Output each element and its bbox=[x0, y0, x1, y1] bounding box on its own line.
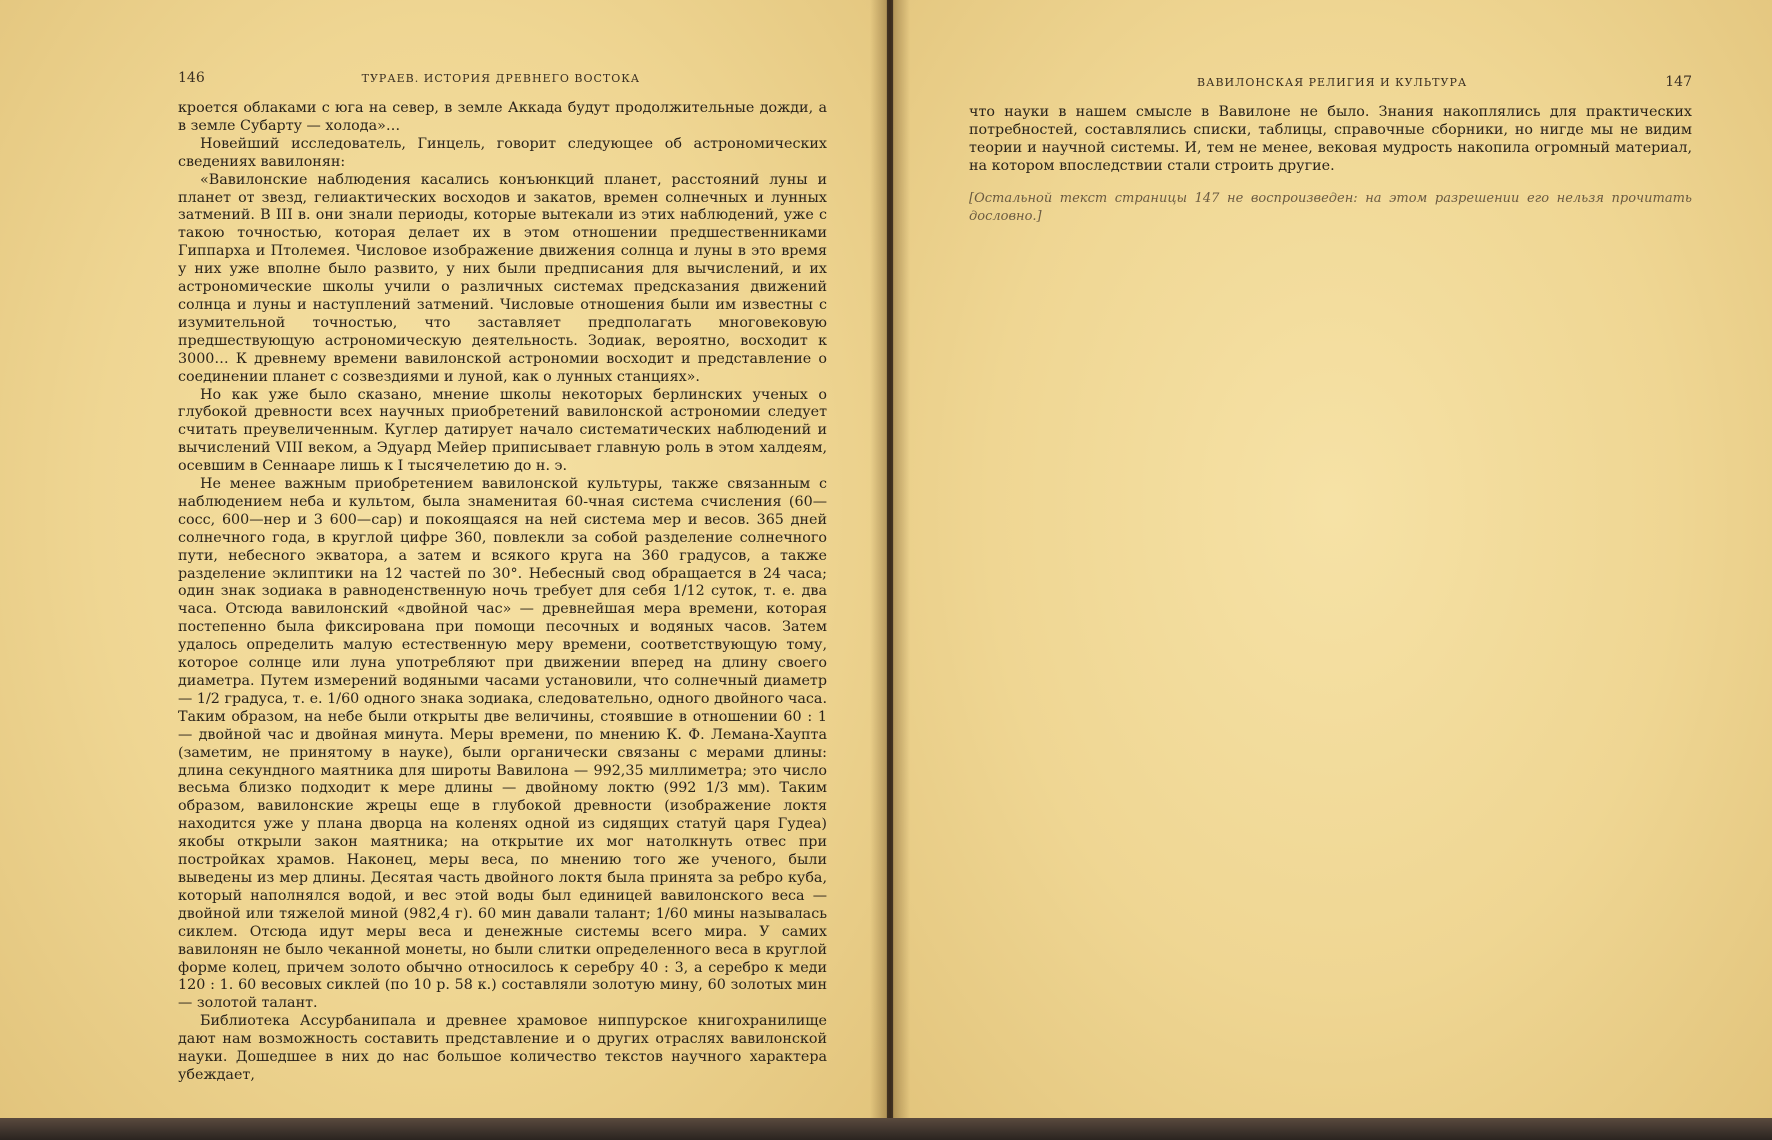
book-gutter bbox=[870, 0, 910, 1140]
paragraph: кроется облаками с юга на север, в земле Аккада будут продолжительные дожди, а в земле Субарту — холода»… bbox=[178, 100, 827, 134]
paragraph: «Вавилонские наблюдения касались конъюнкций планет, расстояний луны и планет от звезд, гелиактических восходов и закатов, времен солнечных и лунных затмений. В III в. они знали периоды, которые вытекали из этих наблюдений, уже с такою точностью, которая делает их в этом отношении предшественниками Гиппарха и Птолемея. Числовое изображение движения солнца и луны в это время у них уже вполне было развито, у них были предписания для вычислений, и их астрономические школы учили о различных системах предсказания движений солнца и луны и наступлений затмений. Числовые отношения были им известны с изумительной точностью, что заставляет предполагать многовековую предшествующую астрономическую деятельность. Зодиак, вероятно, восходит к 3000… К древнему времени вавилонской астрономии восходит и представление о соединении планет с созвездиями и луной, как о лунных станциях». bbox=[178, 171, 827, 385]
left-page bbox=[0, 0, 887, 1126]
left-page-header bbox=[178, 70, 827, 88]
paragraph: Новейший исследователь, Гинцель, говорит следующее об астрономических сведениях вавилонян: bbox=[178, 135, 827, 170]
paragraph: Библиотека Ассурбанипала и древнее храмовое ниппурское книгохранилище дают нам возможность составить представление и о других отраслях вавилонской науки. Дошедшее в них до нас большое количество текстов научного характера убеждает, bbox=[178, 1013, 827, 1083]
omitted-text-note: [Остальной текст страницы 147 не воспроизведен: на этом разрешении его нельзя прочитать дословно.] bbox=[969, 190, 1692, 224]
left-running-head: ТУРАЕВ. ИСТОРИЯ ДРЕВНЕГО ВОСТОКА bbox=[361, 72, 641, 85]
book-bottom-edge bbox=[0, 1118, 1772, 1140]
paragraph: Но как уже было сказано, мнение школы некоторых берлинских ученых о глубокой древности всех научных приобретений вавилонской астрономии следует считать преувеличенным. Куглер датирует начало систематических наблюдений и вычислений VIII веком, а Эдуард Мейер приписывает главную роль в этом халдеям, осевшим в Сеннааре лишь к I тысячелетию до н. э. bbox=[178, 386, 827, 475]
right-page bbox=[893, 0, 1772, 1126]
right-page-number: 147 bbox=[1665, 74, 1692, 90]
left-page-number: 146 bbox=[178, 70, 205, 86]
left-page-body bbox=[178, 100, 827, 1085]
paragraph: Не менее важным приобретением вавилонской культуры, также связанным с наблюдением неба и культом, была знаменитая 60-чная система счисления (60—сосс, 600—нер и 3 600—сар) и покоящаяся на ней система мер и весов. 365 дней солнечного года, в круглой цифре 360, повлекли за собой разделение солнечного пути, небесного экватора, а затем и всякого круга на 360 градусов, а также разделение эклиптики на 12 частей по 30°. Небесный свод обращается в 24 часа; один знак зодиака в равноденственную ночь требует для себя 1/12 суток, т. е. два часа. Отсюда вавилонский «двойной час» — древнейшая мера времени, которая постепенно была фиксирована при помощи песочных и водяных часов. Затем удалось определить малую естественную меру времени, соответствующую тому, которое солнце или луна употребляют при движении вперед на длину своего диаметра. Путем измерений водяными часами установили, что солнечный диаметр — 1/2 градуса, т. е. 1/60 одного знака зодиака, следовательно, одного двойного часа. Таким образом, на небе были открыты две величины, стоявшие в отношении 60 : 1 — двойной час и двойная минута. Меры времени, по мнению К. Ф. Лемана-Хаупта (заметим, не принятому в науке), были органически связаны с мерами длины: длина секундного маятника для широты Вавилона — 992,35 миллиметра; это число весьма близко подходит к мере длины — двойному локтю (992 1/3 мм). Таким образом, вавилонские жрецы еще в глубокой древности (изображение локтя находится уже у плана дворца на коленях одной из сидящих статуй царя Гудеа) якобы открыли закон маятника; на открытие их мог натолкнуть отвес при постройках храмов. Наконец, меры веса, по мнению того же ученого, были выведены из мер длины. Десятая часть двойного локтя была принята за ребро куба, который наполнялся водой, и вес этой воды был единицей вавилонского веса — двойной или тяжелой миной (982,4 г). 60 мин давали талант; 1/60 мины называлась сиклем. Отсюда идут меры веса и денежные системы всего мира. У самих вавилонян не было чеканной монеты, но были слитки определенного веса в круглой форме колец, причем золото обычно относилось к серебру 40 : 3, а серебро к меди 120 : 1. 60 весовых сиклей (по 10 р. 58 к.) составляли золотую мину, 60 золотых мин — золотой талант. bbox=[178, 476, 827, 1012]
right-running-head: ВАВИЛОНСКАЯ РЕЛИГИЯ И КУЛЬТУРА bbox=[1197, 76, 1468, 89]
paragraph: что науки в нашем смысле в Вавилоне не было. Знания накоплялись для практических потребностей, составлялись списки, таблицы, справочные сборники, но нигде мы не видим теории и научной системы. И, тем не менее, вековая мудрость накопила огромный материал, на котором впоследствии стали строить другие. bbox=[969, 104, 1692, 174]
right-page-body bbox=[969, 104, 1692, 225]
right-page-header bbox=[969, 74, 1692, 92]
